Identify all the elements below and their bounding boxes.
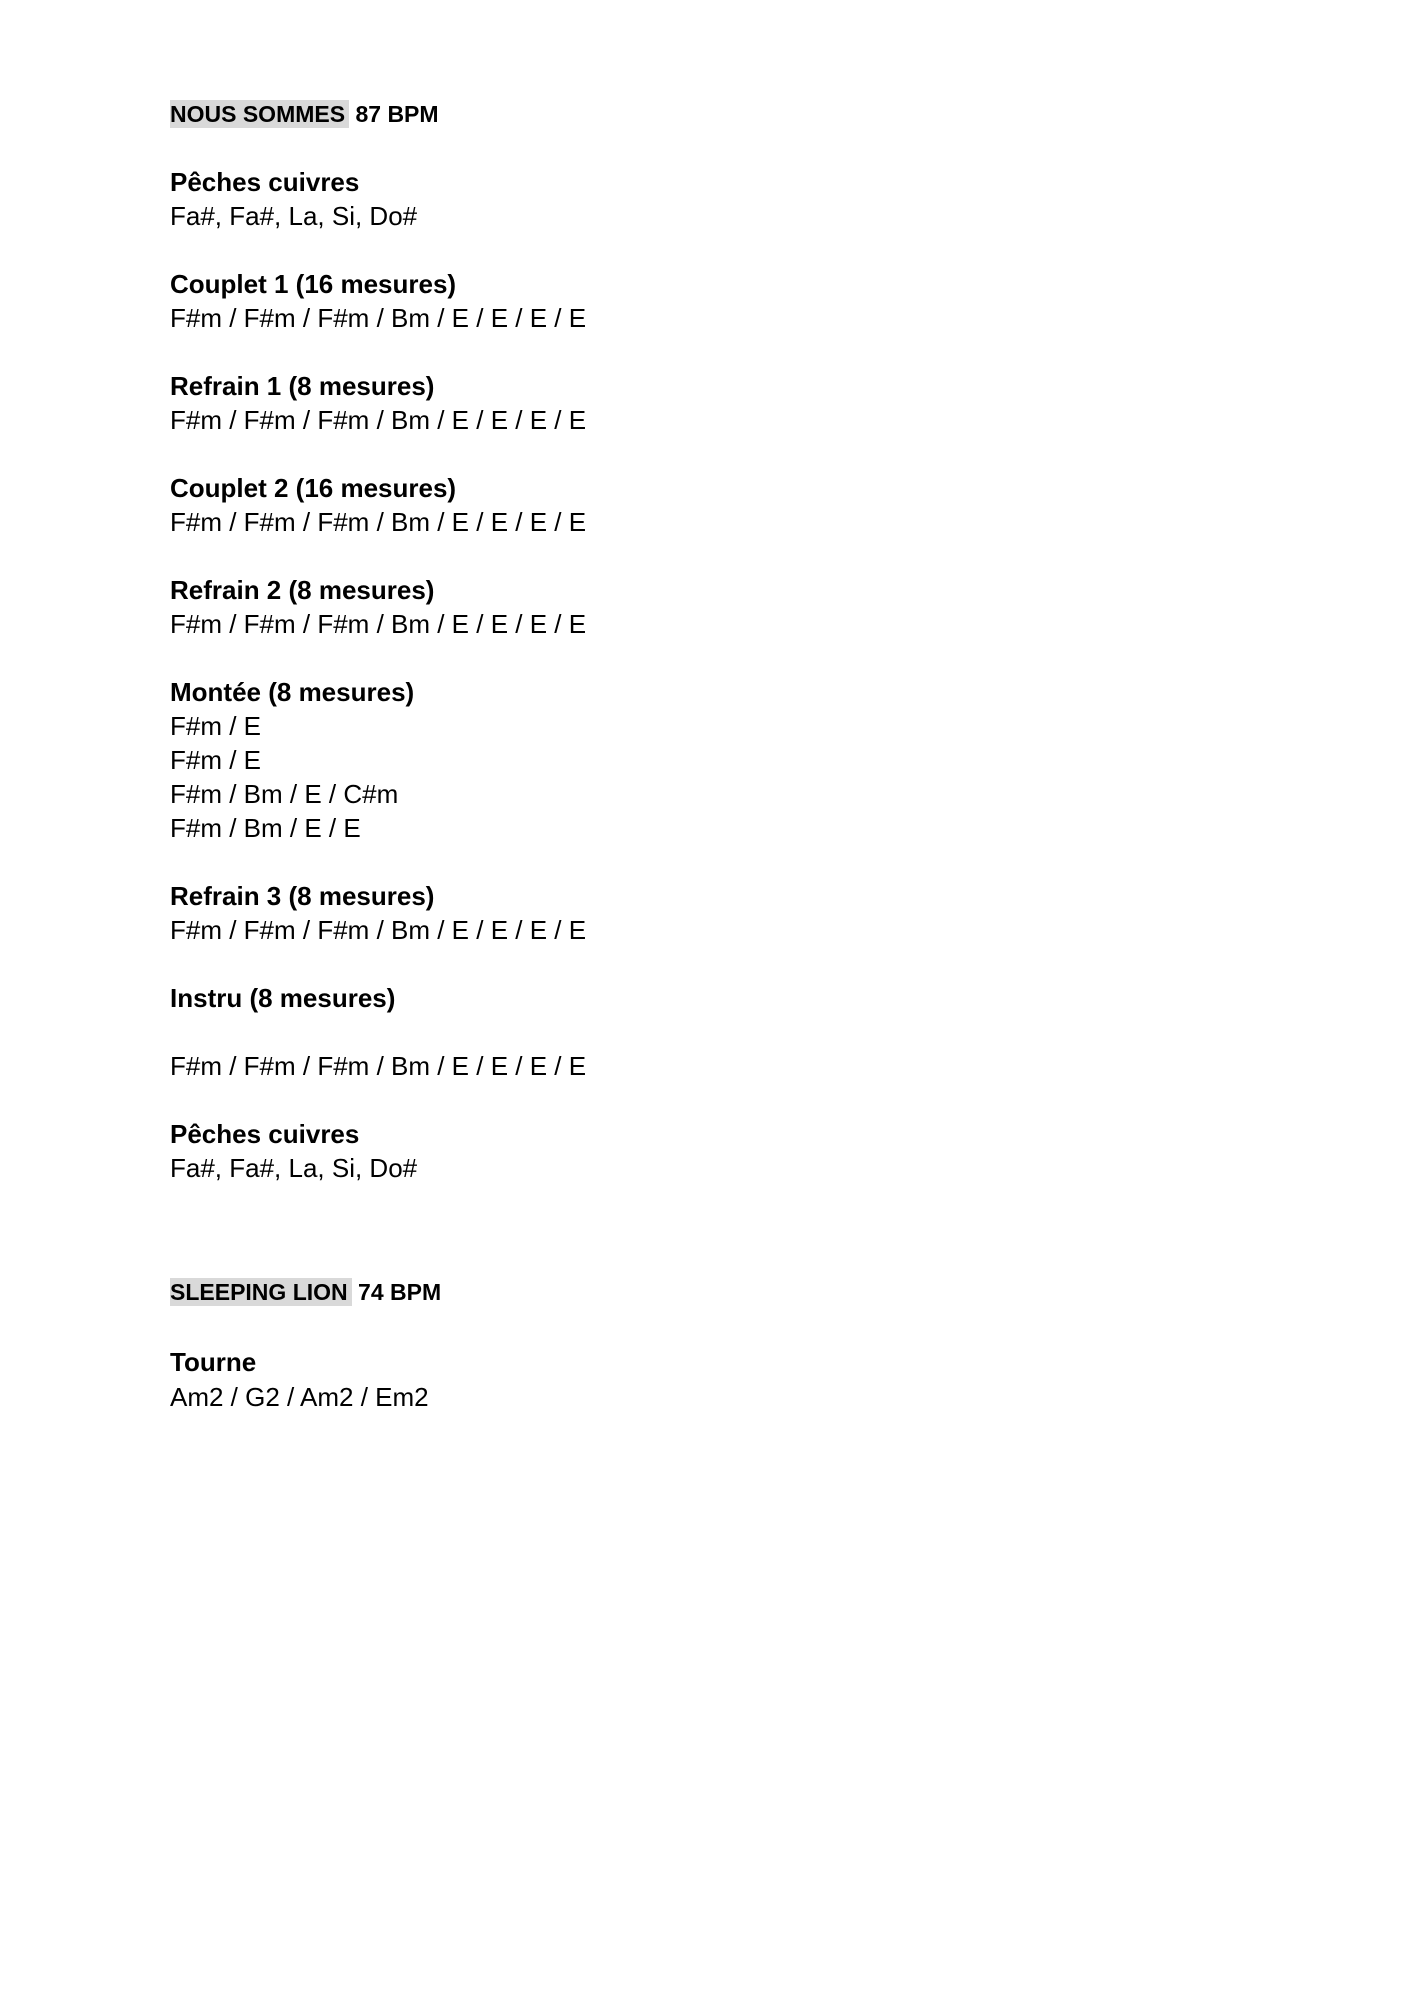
section-chords: F#m / E — [170, 745, 262, 775]
song-name-highlight: SLEEPING LION — [170, 1278, 352, 1306]
section-chords: F#m / F#m / F#m / Bm / E / E / E / E — [170, 303, 587, 333]
song-tempo: 87 BPM — [355, 101, 439, 127]
section-heading: Pêches cuivres — [170, 1119, 360, 1149]
section-heading: Montée (8 mesures) — [170, 677, 415, 707]
section-chords: F#m / F#m / F#m / Bm / E / E / E / E — [170, 915, 587, 945]
song-name-highlight: NOUS SOMMES — [170, 100, 349, 128]
song-title — [170, 1277, 441, 1307]
section-heading: Pêches cuivres — [170, 167, 360, 197]
section-chords: F#m / F#m / F#m / Bm / E / E / E / E — [170, 405, 587, 435]
section-heading: Couplet 1 (16 mesures) — [170, 269, 457, 299]
section-chords: F#m / E — [170, 711, 262, 741]
section-chords: F#m / F#m / F#m / Bm / E / E / E / E — [170, 1051, 587, 1081]
section-chords: F#m / F#m / F#m / Bm / E / E / E / E — [170, 609, 587, 639]
section-heading: Refrain 3 (8 mesures) — [170, 881, 435, 911]
section-heading: Couplet 2 (16 mesures) — [170, 473, 457, 503]
section-chords: F#m / Bm / E / C#m — [170, 779, 399, 809]
song-title — [170, 99, 439, 129]
section-heading: Tourne — [170, 1347, 257, 1377]
song-tempo: 74 BPM — [358, 1279, 442, 1305]
section-heading: Instru (8 mesures) — [170, 983, 396, 1013]
section-chords: Fa#, Fa#, La, Si, Do# — [170, 1153, 418, 1183]
section-chords: Fa#, Fa#, La, Si, Do# — [170, 201, 418, 231]
section-heading: Refrain 2 (8 mesures) — [170, 575, 435, 605]
section-chords: F#m / F#m / F#m / Bm / E / E / E / E — [170, 507, 587, 537]
section-heading: Refrain 1 (8 mesures) — [170, 371, 435, 401]
section-chords: Am2 / G2 / Am2 / Em2 — [170, 1382, 429, 1412]
section-chords: F#m / Bm / E / E — [170, 813, 361, 843]
